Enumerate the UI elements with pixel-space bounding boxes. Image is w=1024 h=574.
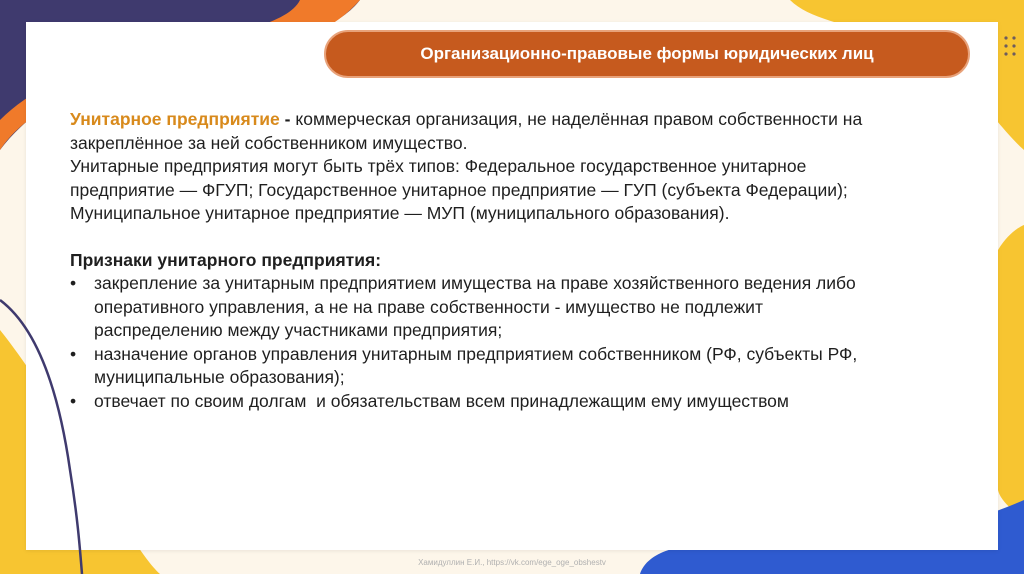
slide-title-text: Организационно-правовые формы юридических лиц — [420, 44, 874, 63]
list-item — [70, 343, 970, 390]
definition-text: коммерческая организация, не наделённая правом собственности на — [295, 109, 863, 129]
bullet-icon: • — [70, 273, 77, 293]
list-item-line: распределению между участниками предприятия; — [94, 320, 503, 340]
bullet-icon: • — [70, 390, 77, 411]
signs-list — [70, 272, 970, 413]
list-item-line: закрепление за унитарным предприятием имущества на праве хозяйственного ведения либо — [94, 273, 856, 293]
definition-term: Унитарное предприятие — [70, 109, 280, 129]
bullet-icon: • — [70, 343, 77, 364]
types-line-3: Муниципальное унитарное предприятие — МУП (муниципального образования). — [70, 203, 730, 223]
definition-dash: - — [279, 109, 296, 129]
list-item-line: муниципальные образования); — [94, 367, 345, 387]
list-item — [70, 390, 970, 414]
list-item-line: отвечает по своим долгам и обязательствам всем принадлежащим ему имуществом — [94, 390, 789, 411]
types-line-1: Унитарные предприятия могут быть трёх типов: Федеральное государственное унитарное — [70, 156, 807, 176]
definition-line-1 — [70, 108, 970, 132]
slide-title — [324, 30, 970, 78]
definition-line-2: закреплённое за ней собственником имущество. — [70, 132, 468, 153]
slide-body — [70, 108, 970, 413]
spacer — [70, 226, 970, 249]
footer-credit: Хамидуллин Е.И., https://vk.com/ege_oge_obshestv — [418, 558, 606, 567]
signs-heading: Признаки унитарного предприятия: — [70, 249, 382, 270]
list-item-line: оперативного управления, а не на праве собственности - имущество не подлежит — [94, 296, 763, 317]
types-line-2: предприятие — ФГУП; Государственное унитарное предприятие — ГУП (субъекта Федерации); — [70, 179, 848, 200]
list-item — [70, 272, 970, 343]
list-item-line: назначение органов управления унитарным предприятием собственником (РФ, субъекты РФ, — [94, 343, 858, 364]
yellow-right-shape — [998, 225, 1024, 520]
